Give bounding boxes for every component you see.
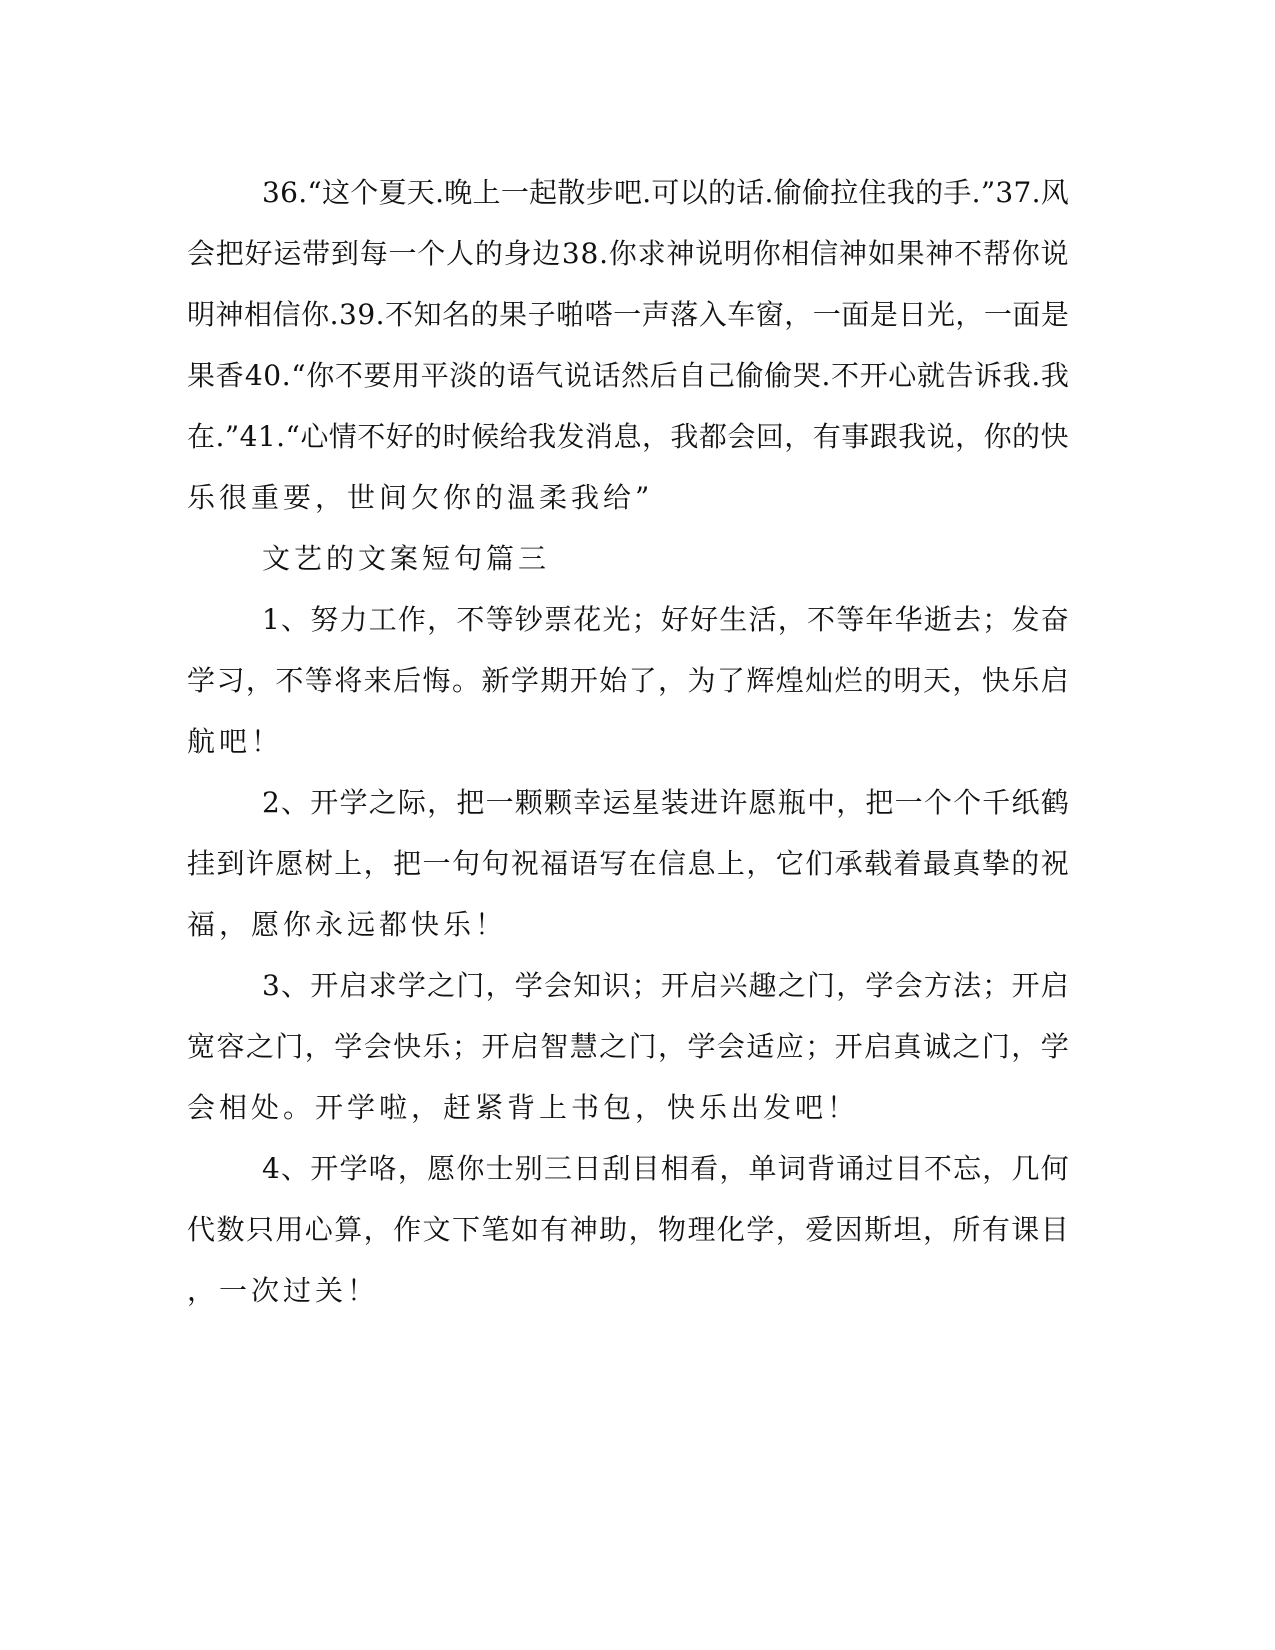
text-line: 会 把 好 运 带 到 每 一 个 人 的 身 边 3 8 . 你 求 神 说 明 你 相 信 神 如 果 神 不 帮 你 说 bbox=[187, 237, 1069, 270]
text-line: 在 . ” 4 1 . “ 心 情 不 好 的 时 候 给 我 发 消 息 ， 我 都 会 回 ， 有 事 跟 我 说 ， 你 的 快 bbox=[187, 420, 1069, 453]
document-body bbox=[187, 162, 1069, 1321]
text-line: 果 香 4 0 . “ 你 不 要 用 平 淡 的 语 气 说 话 然 后 自 己 偷 偷 哭 . 不 开 心 就 告 诉 我 . 我 bbox=[187, 359, 1069, 392]
text-line: ，一次过关！ bbox=[187, 1274, 380, 1307]
text-line: 3 、 开 启 求 学 之 门 ， 学 会 知 识 ； 开 启 兴 趣 之 门 ， 学 会 方 法 ； 开 启 bbox=[262, 969, 1069, 1002]
text-line: 代 数 只 用 心 算 ， 作 文 下 笔 如 有 神 助 ， 物 理 化 学 ， 爱 因 斯 坦 ， 所 有 课 目 bbox=[187, 1213, 1069, 1246]
text-line: 宽 容 之 门 ， 学 会 快 乐 ； 开 启 智 慧 之 门 ， 学 会 适 应 ； 开 启 真 诚 之 门 ， 学 bbox=[187, 1030, 1069, 1063]
text-line: 4 、 开 学 咯 ， 愿 你 士 别 三 日 刮 目 相 看 ， 单 词 背 诵 过 目 不 忘 ， 几 何 bbox=[262, 1152, 1069, 1185]
text-line: 挂 到 许 愿 树 上 ， 把 一 句 句 祝 福 语 写 在 信 息 上 ， 它 们 承 载 着 最 真 挚 的 祝 bbox=[187, 847, 1069, 880]
text-line: 2 、 开 学 之 际 ， 把 一 颗 颗 幸 运 星 装 进 许 愿 瓶 中 ， 把 一 个 个 千 纸 鹤 bbox=[262, 786, 1069, 819]
text-line: 会相处。开学啦，赶紧背上书包，快乐出发吧！ bbox=[187, 1091, 860, 1124]
text-line: 3 6 . “ 这 个 夏 天 . 晚 上 一 起 散 步 吧 . 可 以 的 话 . 偷 偷 拉 住 我 的 手 . ” 3 7 . 风 bbox=[262, 176, 1069, 209]
text-line: 福，愿你永远都快乐！ bbox=[187, 908, 508, 941]
text-line: 明 神 相 信 你 . 3 9 . 不 知 名 的 果 子 啪 嗒 一 声 落 入 车 窗 ， 一 面 是 日 光 ， 一 面 是 bbox=[187, 298, 1069, 331]
text-line: 1 、 努 力 工 作 ， 不 等 钞 票 花 光 ； 好 好 生 活 ， 不 等 年 华 逝 去 ； 发 奋 bbox=[262, 603, 1069, 636]
section-heading: 文艺的文案短句篇三 bbox=[262, 542, 551, 575]
text-line: 学 习 ， 不 等 将 来 后 悔 。 新 学 期 开 始 了 ， 为 了 辉 煌 灿 烂 的 明 天 ， 快 乐 启 bbox=[187, 664, 1069, 697]
text-line: 乐很重要，世间欠你的温柔我给” bbox=[187, 481, 654, 514]
text-line: 航吧！ bbox=[187, 725, 284, 758]
